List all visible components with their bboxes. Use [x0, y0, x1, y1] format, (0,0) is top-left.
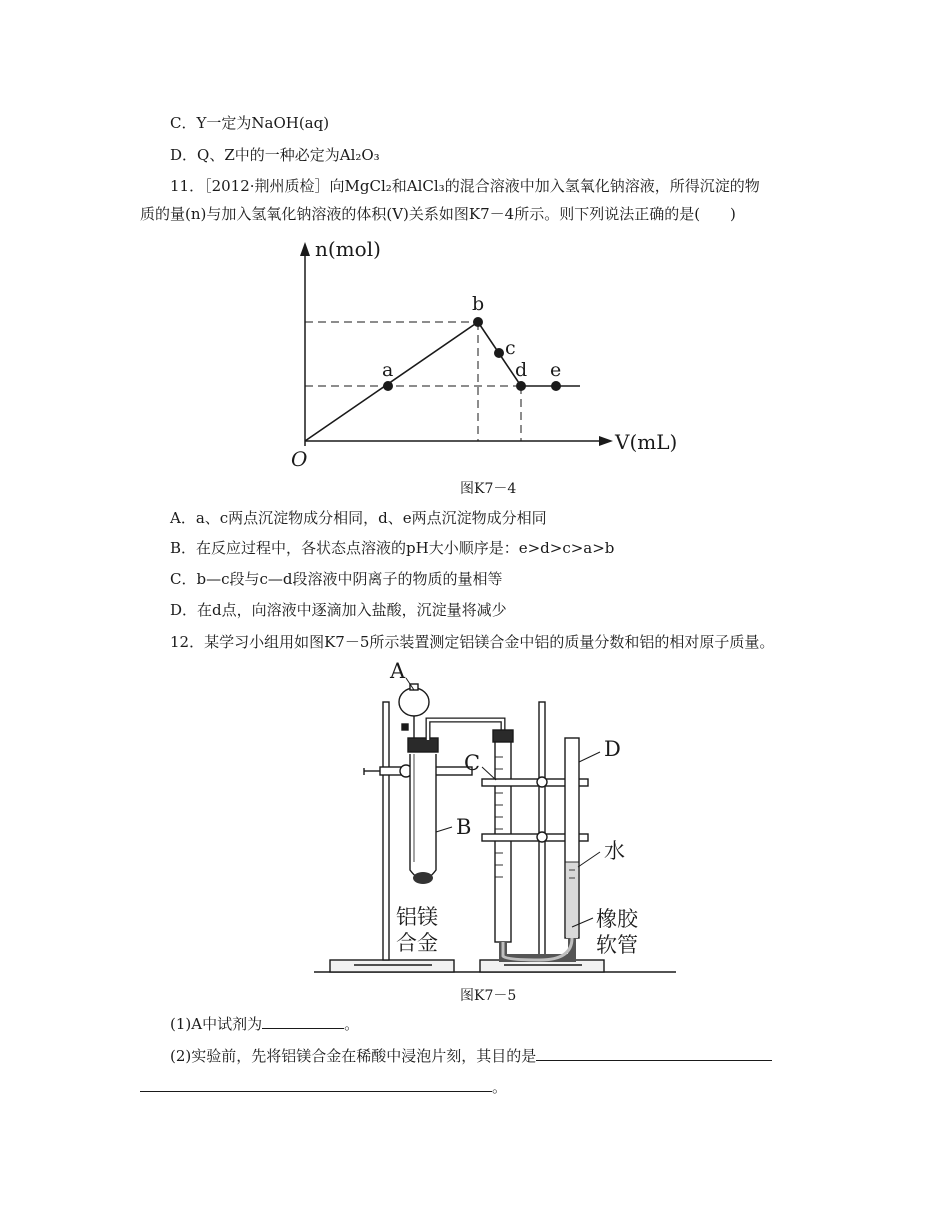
point-a [383, 381, 393, 391]
label-b: b [472, 293, 485, 315]
label-c: c [505, 337, 516, 359]
sub-question-1-end: 。 [344, 1015, 360, 1033]
label-d: d [515, 359, 528, 381]
sub-question-2-cont [140, 1076, 507, 1097]
point-d [516, 381, 526, 391]
leader-water [578, 852, 600, 867]
option-c-prev: C．Y一定为NaOH(aq) [170, 114, 330, 132]
label-d-apparatus: D [604, 737, 621, 761]
sub-question-1 [170, 1013, 359, 1034]
sub-question-2 [170, 1045, 772, 1066]
alloy-sample [413, 872, 433, 884]
curve [305, 322, 580, 441]
option-a: A．a、c两点沉淀物成分相同，d、e两点沉淀物成分相同 [170, 509, 547, 527]
leader-c [482, 767, 496, 780]
figure-k7-4-caption: 图K7－4 [460, 481, 517, 497]
sub-question-1-text: (1)A中试剂为 [170, 1015, 263, 1033]
connecting-tube-inner [428, 720, 503, 740]
point-e [551, 381, 561, 391]
x-axis-label: V(mL) [615, 430, 678, 454]
point-c [494, 348, 504, 358]
origin-label: O [291, 447, 308, 471]
option-d: D．在d点，向溶液中逐滴加入盐酸，沉淀量将减少 [170, 601, 507, 619]
sub-question-2-text: (2)实验前，先将铝镁合金在稀酸中浸泡片刻，其目的是 [170, 1047, 537, 1065]
label-alloy-2: 合金 [396, 931, 438, 955]
figure-k7-5-caption: 图K7－5 [460, 988, 517, 1004]
funnel-bulb [399, 688, 429, 716]
connecting-tube [428, 720, 503, 740]
label-b-apparatus: B [456, 815, 472, 839]
sub-question-2-end: 。 [492, 1078, 508, 1096]
label-water: 水 [604, 839, 625, 863]
right-lower-screw [537, 832, 547, 842]
point-b [473, 317, 483, 327]
question-11-line1: 11．［2012·荆州质检］向MgCl₂和AlCl₃的混合溶液中加入氢氧化钠溶液，所得沉淀的物 [170, 177, 760, 195]
funnel-stopcock [402, 724, 408, 730]
tube-b-stopper [408, 738, 438, 752]
label-hose-2: 软管 [596, 933, 638, 957]
y-axis-label: n(mol) [315, 237, 381, 261]
question-12: 12．某学习小组用如图K7－5所示装置测定铝镁合金中铝的质量分数和铝的相对原子质量。 [170, 633, 775, 651]
answer-blank-2a[interactable] [536, 1045, 772, 1061]
label-e: e [550, 359, 562, 381]
left-stand-rod [383, 702, 389, 960]
y-axis-arrow [300, 242, 310, 256]
figure-k7-5 [310, 662, 680, 980]
burette-c [495, 742, 511, 942]
label-hose-1: 橡胶 [596, 907, 638, 931]
label-a: a [382, 359, 394, 381]
leader-d [579, 752, 600, 762]
right-stand-rod [539, 702, 545, 960]
right-upper-screw [537, 777, 547, 787]
x-axis-arrow [599, 436, 613, 446]
burette-stopper [493, 730, 513, 742]
question-11-line2: 质的量(n)与加入氢氧化钠溶液的体积(V)关系如图K7－4所示。则下列说法正确的是( ) [140, 205, 736, 223]
label-c-apparatus: C [464, 751, 481, 775]
label-alloy-1: 铝镁 [396, 905, 438, 929]
answer-blank-1[interactable] [262, 1013, 344, 1029]
leader-b [436, 827, 452, 832]
figure-k7-4 [285, 236, 685, 471]
option-c: C．b—c段与c—d段溶液中阴离子的物质的量相等 [170, 570, 503, 588]
label-a-apparatus: A [390, 662, 406, 683]
left-stand-base [330, 960, 454, 972]
option-d-prev: D．Q、Z中的一种必定为Al₂O₃ [170, 146, 380, 164]
answer-blank-2b[interactable] [140, 1076, 492, 1092]
option-b: B．在反应过程中，各状态点溶液的pH大小顺序是：e>d>c>a>b [170, 539, 615, 557]
